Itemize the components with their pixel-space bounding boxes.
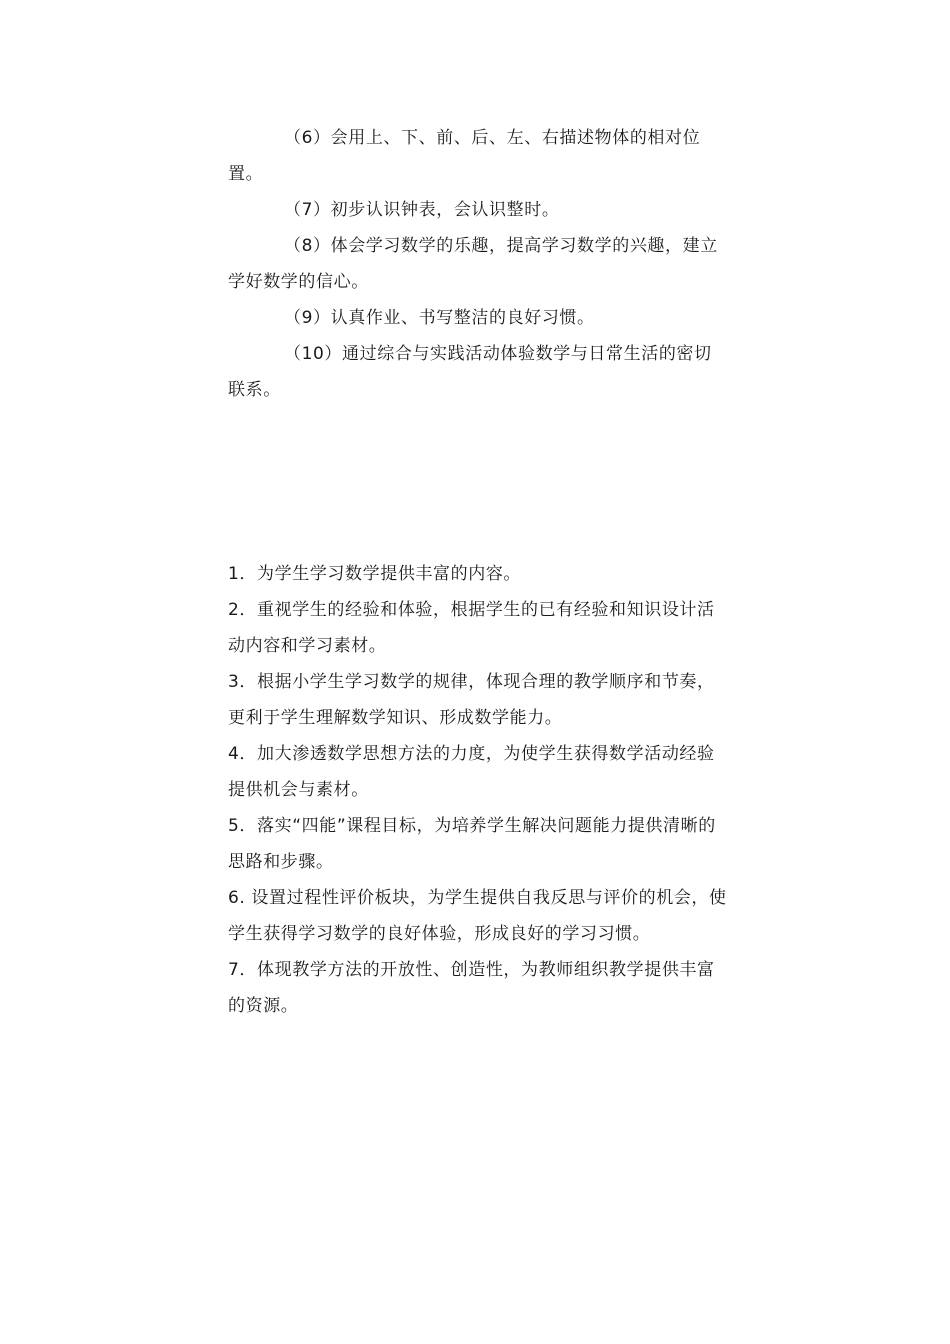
goal-item: （8）体会学习数学的乐趣，提高学习数学的兴趣，建立学好数学的信心。 — [228, 236, 718, 292]
feature-item: 2．重视学生的经验和体验，根据学生的已有经验和知识设计活动内容和学习素材。 — [228, 600, 715, 656]
feature-item: 5．落实“四能”课程目标，为培养学生解决问题能力提供清晰的思路和步骤。 — [228, 816, 716, 872]
feature-item: 1．为学生学习数学提供丰富的内容。 — [228, 564, 522, 584]
feature-item: 3．根据小学生学习数学的规律，体现合理的教学顺序和节奏，更利于学生理解数学知识、形成数学能力。 — [228, 672, 715, 728]
feature-item: 7．体现教学方法的开放性、创造性，为教师组织教学提供丰富的资源。 — [228, 960, 715, 1016]
goal-item: （6）会用上、下、前、后、左、右描述物体的相对位置。 — [228, 128, 701, 184]
goal-item: （9）认真作业、书写整洁的良好习惯。 — [284, 308, 595, 328]
goal-item: （7）初步认识钟表，会认识整时。 — [284, 200, 560, 220]
goal-item: （10）通过综合与实践活动体验数学与日常生活的密切联系。 — [228, 344, 712, 400]
teaching-goals-section — [228, 120, 728, 408]
feature-item: 4．加大渗透数学思想方法的力度，为使学生获得数学活动经验提供机会与素材。 — [228, 744, 715, 800]
feature-item: 6. 设置过程性评价板块，为学生提供自我反思与评价的机会，使学生获得学习数学的良好体验，形成良好的学习习惯。 — [228, 888, 727, 944]
textbook-features-section — [228, 556, 728, 1024]
